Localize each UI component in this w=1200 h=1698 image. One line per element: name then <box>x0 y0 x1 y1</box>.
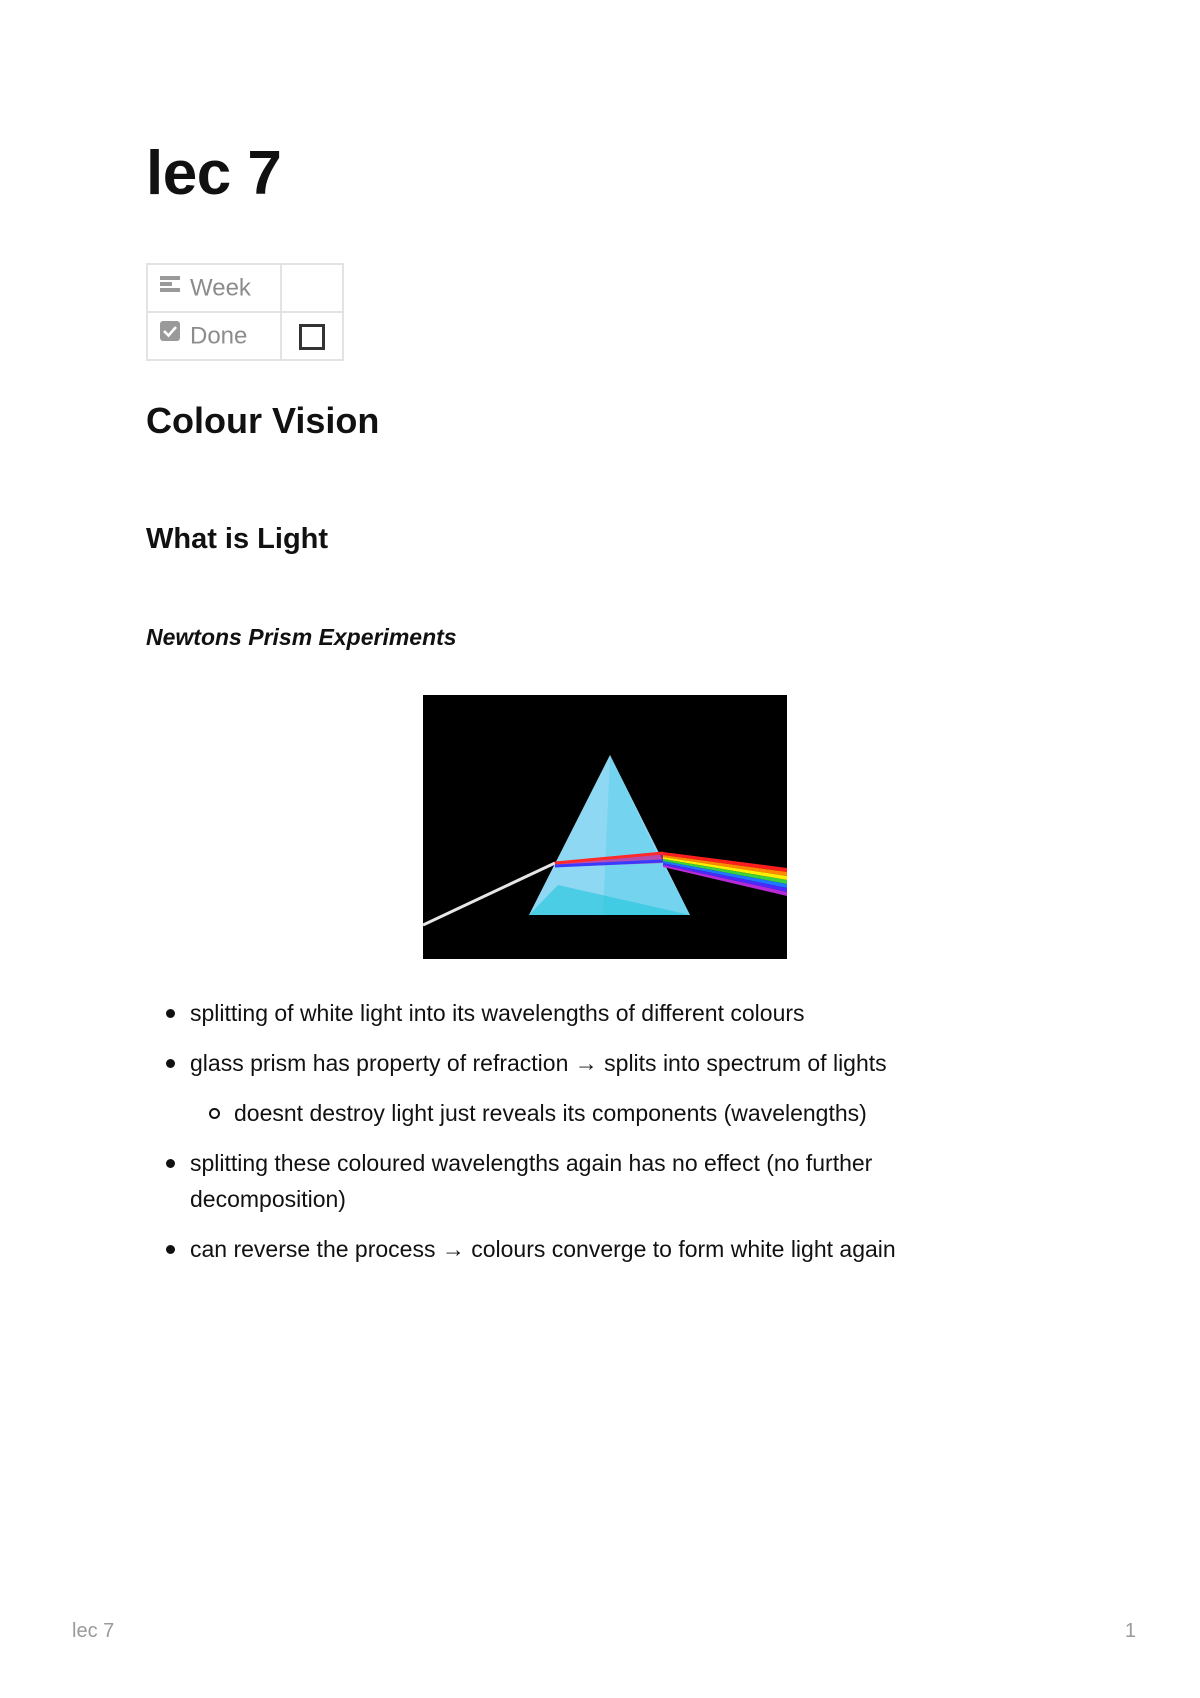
heading-what-is-light: What is Light <box>146 523 329 555</box>
bullet-list <box>190 995 990 1281</box>
checkbox-icon <box>160 320 180 348</box>
heading-newtons-prism: Newtons Prism Experiments <box>146 624 457 650</box>
property-value-done <box>281 312 343 360</box>
property-value-week[interactable] <box>281 264 343 312</box>
list-item: splitting these coloured wavelengths again has no effect (no further decomposition) <box>190 1145 990 1217</box>
list-icon <box>160 272 180 300</box>
property-name-done[interactable] <box>147 312 281 360</box>
list-item: can reverse the process → colours converge to form white light again <box>190 1231 990 1267</box>
list-item: splitting of white light into its wavelengths of different colours <box>190 995 990 1031</box>
property-name-week[interactable] <box>147 264 281 312</box>
footer-title: lec 7 <box>72 1620 115 1642</box>
prism-image <box>423 695 787 959</box>
properties-table <box>146 263 344 361</box>
property-row-done <box>147 312 343 360</box>
done-checkbox[interactable] <box>299 324 325 350</box>
page-title: lec 7 <box>146 139 282 208</box>
prism-illustration <box>423 695 787 959</box>
heading-colour-vision: Colour Vision <box>146 400 380 441</box>
list-item-nested: doesnt destroy light just reveals its components (wavelengths) <box>234 1095 990 1131</box>
list-item: glass prism has property of refraction → splits into spectrum of lights <box>190 1045 990 1081</box>
property-label: Week <box>190 274 251 302</box>
property-row-week <box>147 264 343 312</box>
property-label: Done <box>190 322 248 350</box>
page-number: 1 <box>1124 1620 1136 1642</box>
